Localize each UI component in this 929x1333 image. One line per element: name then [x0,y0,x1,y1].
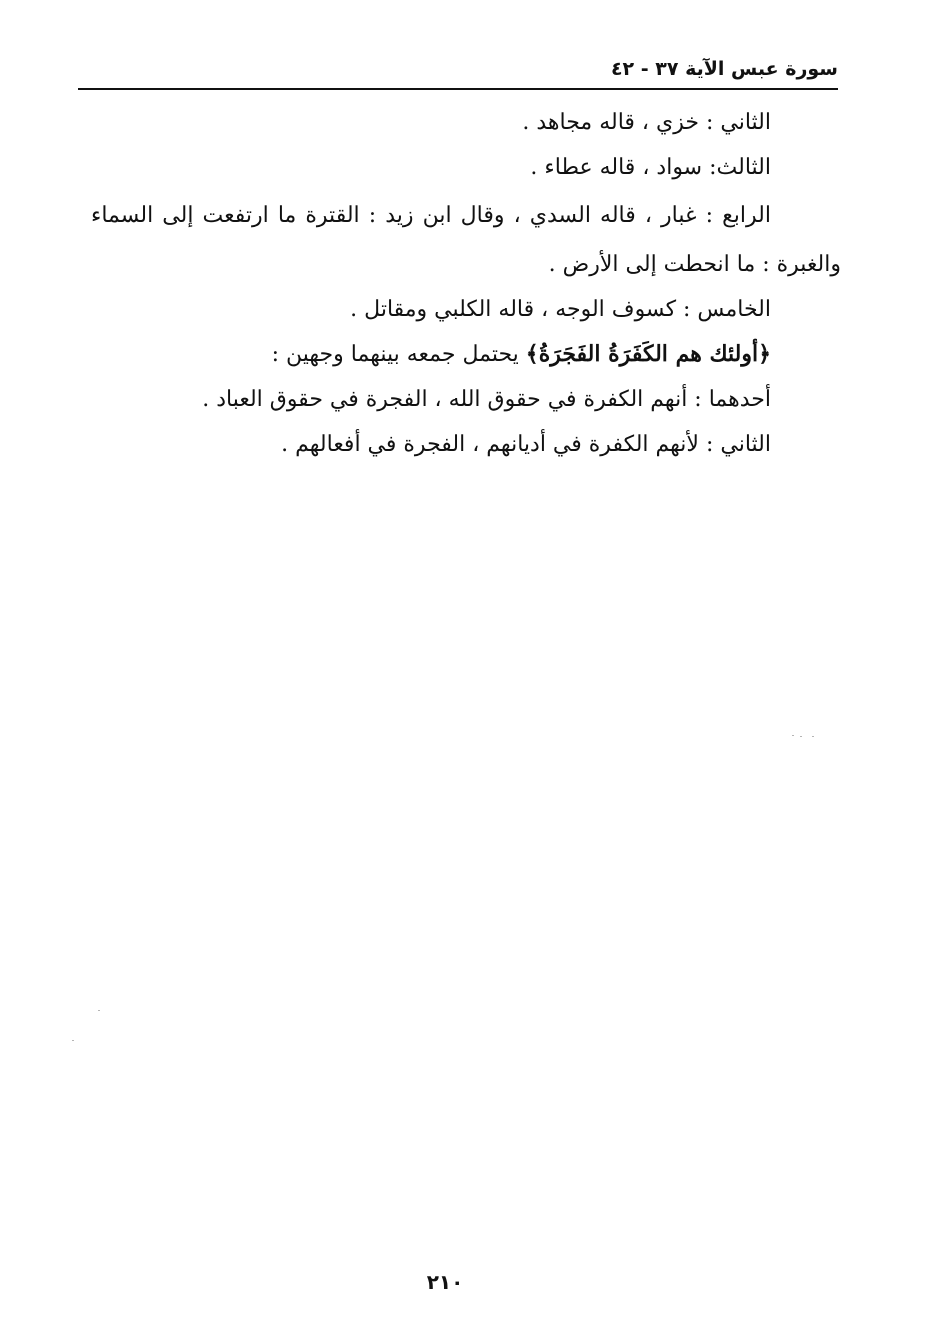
text-line: أحدهما : أنهم الكفرة في حقوق الله ، الفجرة في حقوق العباد . [202,387,771,412]
verse-commentary: يحتمل جمعه بينهما وجهين : [271,342,519,367]
verse-line [91,332,831,377]
scan-speck [72,1040,74,1041]
text-line: الثالث: سواد ، قاله عطاء . [530,155,771,180]
scan-speck [812,736,814,737]
text-line: الرابع : غبار ، قاله السدي ، وقال ابن زيد : القترة ما ارتفعت إلى السماء [91,203,771,228]
quran-verse-phrase: ﴿أولئك هم الكَفَرَةُ الفَجَرَةُ﴾ [525,341,771,367]
text-line: الخامس : كسوف الوجه ، قاله الكلبي ومقاتل . [350,297,771,322]
text-line: والغبرة : ما انحطت إلى الأرض . [548,252,841,277]
text-line: الثاني : خزي ، قاله مجاهد . [522,110,771,135]
scan-speck [792,735,794,736]
text-line: الثاني : لأنهم الكفرة في أديانهم ، الفجرة في أفعالهم . [281,432,771,457]
page-body [91,100,841,467]
page-number: ٢١٠ [426,1270,464,1294]
page-header [78,52,838,90]
scan-speck [800,736,802,737]
scan-speck [98,1010,100,1011]
running-header-title: سورة عبس الآية ٣٧ - ٤٢ [610,58,838,80]
